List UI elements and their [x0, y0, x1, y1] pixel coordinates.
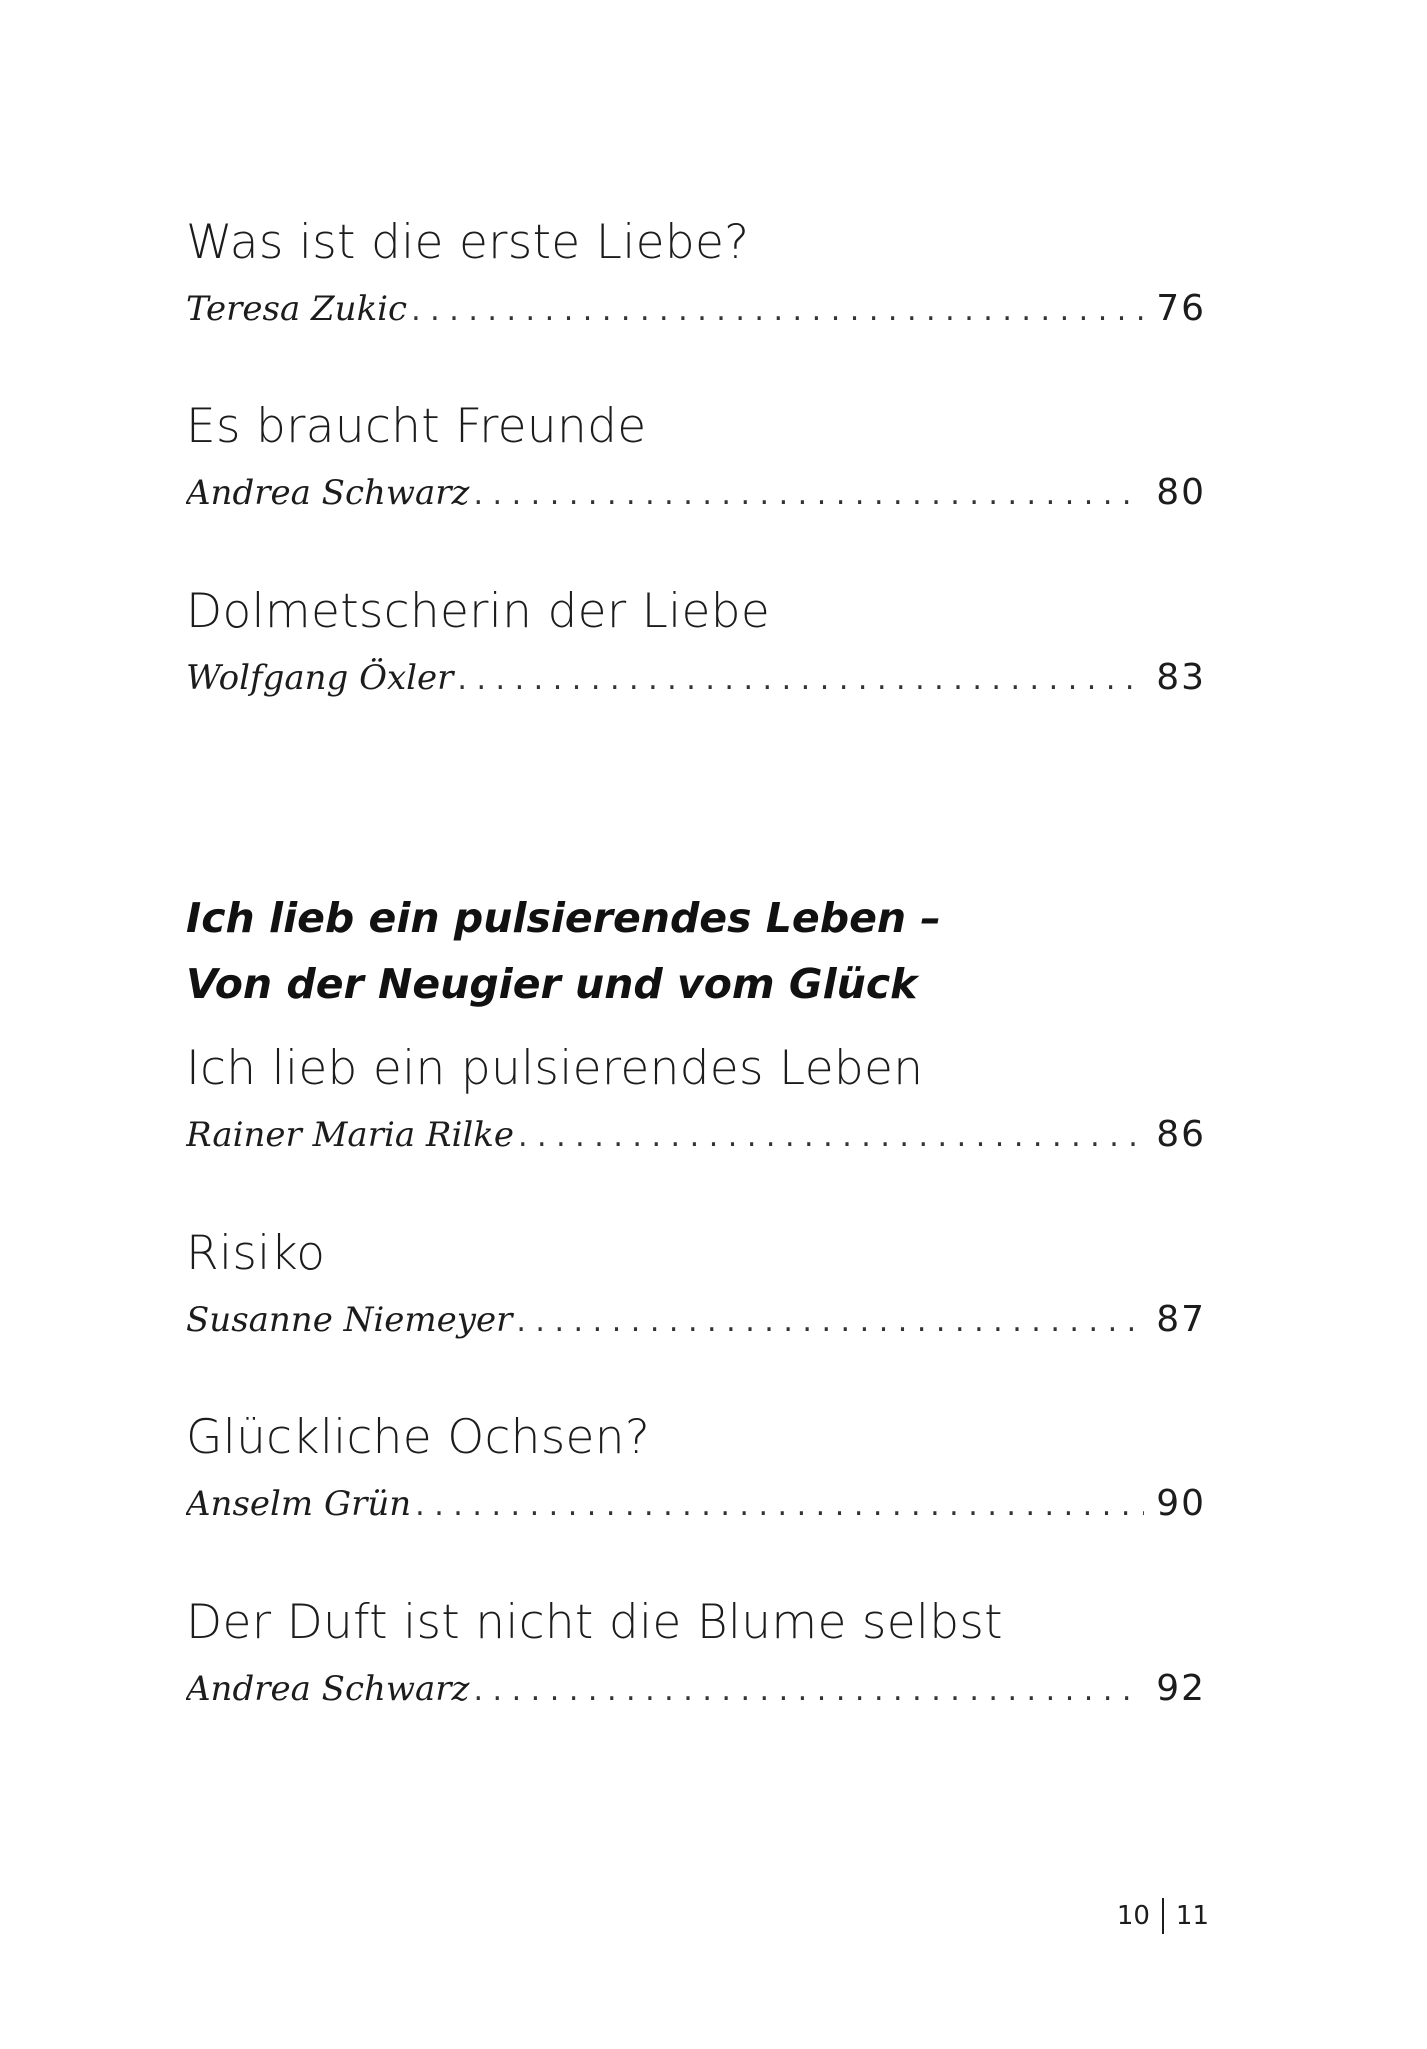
section-heading — [186, 885, 1206, 1017]
folio-right-page-number: 11 — [1175, 1901, 1209, 1931]
section-heading-line-1: Ich lieb ein pulsierendes Leben – — [186, 894, 941, 942]
toc-entry — [186, 1408, 1206, 1530]
toc-entry-line — [186, 652, 1206, 704]
toc-entry-author: Andrea Schwarz — [186, 1669, 470, 1709]
toc-entry-author: Teresa Zukic — [186, 289, 408, 329]
dot-leader — [473, 1665, 1144, 1715]
dot-leader — [516, 1296, 1144, 1346]
toc-entry-line — [186, 467, 1206, 519]
dot-leader — [518, 1111, 1144, 1161]
toc-entry-page-number: 87 — [1156, 1299, 1206, 1340]
toc-entry — [186, 1224, 1206, 1346]
dot-leader — [473, 469, 1144, 519]
toc-entry-line — [186, 1294, 1206, 1346]
toc-entry — [186, 397, 1206, 519]
toc-entry — [186, 582, 1206, 704]
toc-entry-author: Anselm Grün — [186, 1484, 412, 1524]
toc-entry-title: Der Duft ist nicht die Blume selbst — [186, 1595, 1003, 1650]
toc-entry-author: Susanne Niemeyer — [186, 1300, 513, 1340]
toc-entry-page-number: 92 — [1156, 1668, 1206, 1709]
toc-entry-page-number: 83 — [1156, 657, 1206, 698]
toc-entry-page-number: 76 — [1156, 288, 1206, 329]
toc-entry-page-number: 90 — [1156, 1483, 1206, 1524]
page-folio — [1117, 1898, 1209, 1934]
toc-entry-title: Risiko — [186, 1226, 326, 1281]
toc-entry-title: Was ist die erste Liebe? — [186, 215, 750, 270]
toc-entry-title: Glückliche Ochsen? — [186, 1410, 651, 1465]
toc-entry-page-number: 80 — [1156, 472, 1206, 513]
toc-entry — [186, 1593, 1206, 1715]
section-heading-line-2: Von der Neugier und vom Glück — [186, 960, 918, 1008]
toc-entry-line — [186, 1663, 1206, 1715]
dot-leader — [457, 654, 1144, 704]
folio-separator — [1162, 1898, 1164, 1934]
toc-entry-page-number: 86 — [1156, 1114, 1206, 1155]
toc-entry-title: Dolmetscherin der Liebe — [186, 584, 771, 639]
toc-entry-line — [186, 283, 1206, 335]
toc-entry — [186, 1039, 1206, 1161]
folio-left-page-number: 10 — [1116, 1901, 1150, 1931]
toc-entry-line — [186, 1109, 1206, 1161]
toc-entry-title: Es braucht Freunde — [186, 399, 647, 454]
toc-entry-author: Wolfgang Öxler — [186, 658, 454, 698]
toc-entry-title: Ich lieb ein pulsierendes Leben — [186, 1041, 924, 1096]
dot-leader — [411, 285, 1144, 335]
toc-entry-author: Andrea Schwarz — [186, 473, 470, 513]
dot-leader — [415, 1480, 1144, 1530]
toc-entry-author: Rainer Maria Rilke — [186, 1115, 514, 1155]
toc-entry — [186, 213, 1206, 335]
toc-entry-line — [186, 1478, 1206, 1530]
